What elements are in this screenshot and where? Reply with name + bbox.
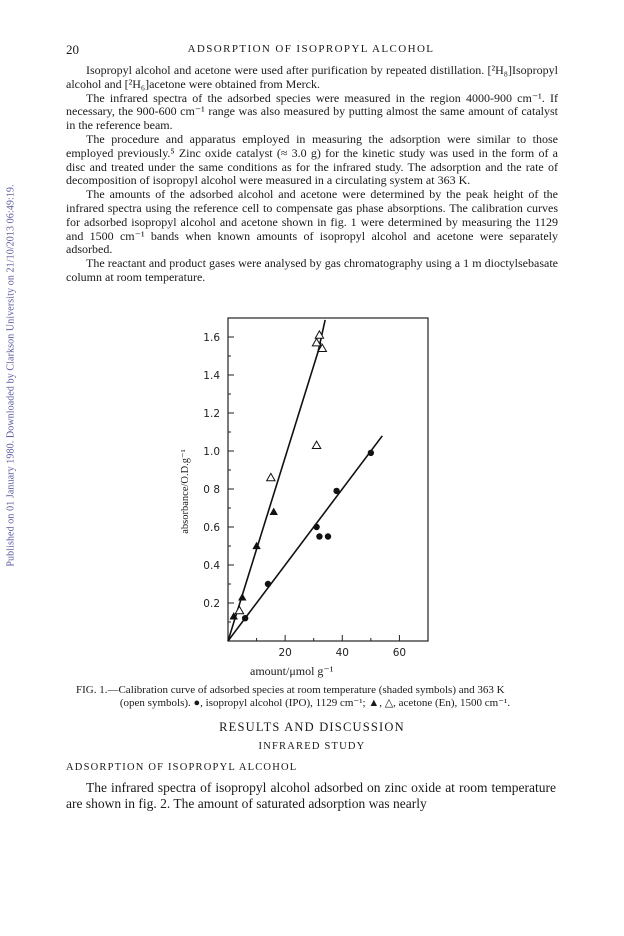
results-heading: RESULTS AND DISCUSSION [219,720,405,734]
y-axis-label: absorbance/O.D.g⁻¹ [180,449,191,534]
x-axis-label: amount/μmol g⁻¹ [250,664,334,678]
caption-line: (open symbols). ●, isopropyl alcohol (IPO), 1129 cm⁻¹; ▲, △, acetone (En), 1500 cm⁻¹. [119,697,511,709]
calibration-figure [170,318,440,664]
plot-frame [228,318,428,641]
paragraph: The infrared spectra of the adsorbed species were measured in the region 4000-900 cm⁻¹. If necessary, the 900-600 cm⁻¹ range was also measured by putting almost the same amount of catalyst in the reference beam. [66,90,558,133]
calibration-chart [170,318,440,664]
caption-line: FIG. 1.—Calibration curve of adsorbed species at room temperature (shaded symbols) and 363 K [76,684,505,696]
y-tick-label: 0.6 [203,522,220,534]
page-header [66,42,556,58]
x-tick-label: 40 [335,647,349,659]
y-tick-label: 1.2 [203,408,220,420]
page-number: 20 [66,42,79,57]
data-point-acetone-363k [312,441,320,448]
paragraph: The infrared spectra of isopropyl alcohol adsorbed on zinc oxide at room temperature are shown in fig. 2. The amount of saturated adsorption was nearly [66,780,556,811]
data-point-ipo [325,533,331,539]
data-point-acetone-363k [267,473,275,480]
data-point-ipo [265,581,271,587]
y-tick-label: 1.0 [203,446,220,458]
paragraph: The reactant and product gases were analysed by gas chromatography using a 1 m dioctylsebasate column at room temperature. [66,256,558,284]
infrared-heading: INFRARED STUDY [258,741,366,752]
methods-text [66,64,558,285]
y-tick-label: 0 8 [203,484,220,496]
running-title: ADSORPTION OF ISOPROPYL ALCOHOL [187,43,435,55]
download-watermark [4,150,18,600]
data-point-ipo [316,533,322,539]
fit-line [228,436,382,641]
y-tick-label: 1.4 [203,370,220,382]
data-point-ipo [333,488,339,494]
y-tick-label: 0.2 [203,598,220,610]
data-point-ipo [242,615,248,621]
x-tick-label: 20 [278,647,292,659]
paragraph: The procedure and apparatus employed in measuring the adsorption were similar to those employed previously.⁵ Zinc oxide catalyst (≈ 3.0 g) for the kinetic study was used in the form of a disc and treated under the same conditions as for the infrared study. The adsorption and the rate of decomposition of isopropyl alcohol were measured in a circulating system at 363 K. [66,131,558,188]
paragraph: Isopropyl alcohol and acetone were used after purification by repeated distillation. [²H₈]Isopropyl alcohol and [²H₆]acetone were obtained from Merck. [66,63,558,91]
data-point-acetone-363k [235,606,243,613]
download-watermark-text: Published on 01 January 1980. Downloaded by Clarkson University on 21/10/2013 06:49:19. [5,183,17,567]
data-point-acetone-room [252,542,260,549]
data-point-acetone-room [238,593,246,600]
results-text [66,780,556,812]
data-point-ipo [368,450,374,456]
y-tick-label: 0.4 [203,560,220,572]
figure-caption [76,684,554,710]
paragraph: The amounts of the adsorbed alcohol and acetone were determined by the peak height of the infrared spectra using the reference cell to compensate gas phase absorptions. The calibration curves for adsorbed isopropyl alcohol and acetone shown in fig. 1 were determined by measuring the 1129 and 1500 cm⁻¹ bands when known amounts of isopropyl alcohol and acetone were separately adsorbed. [66,187,558,257]
y-tick-label: 1.6 [203,332,220,344]
data-point-ipo [313,524,319,530]
subsection-heading: ADSORPTION OF ISOPROPYL ALCOHOL [66,762,298,773]
data-point-acetone-room [270,508,278,515]
x-tick-label: 60 [392,647,407,659]
